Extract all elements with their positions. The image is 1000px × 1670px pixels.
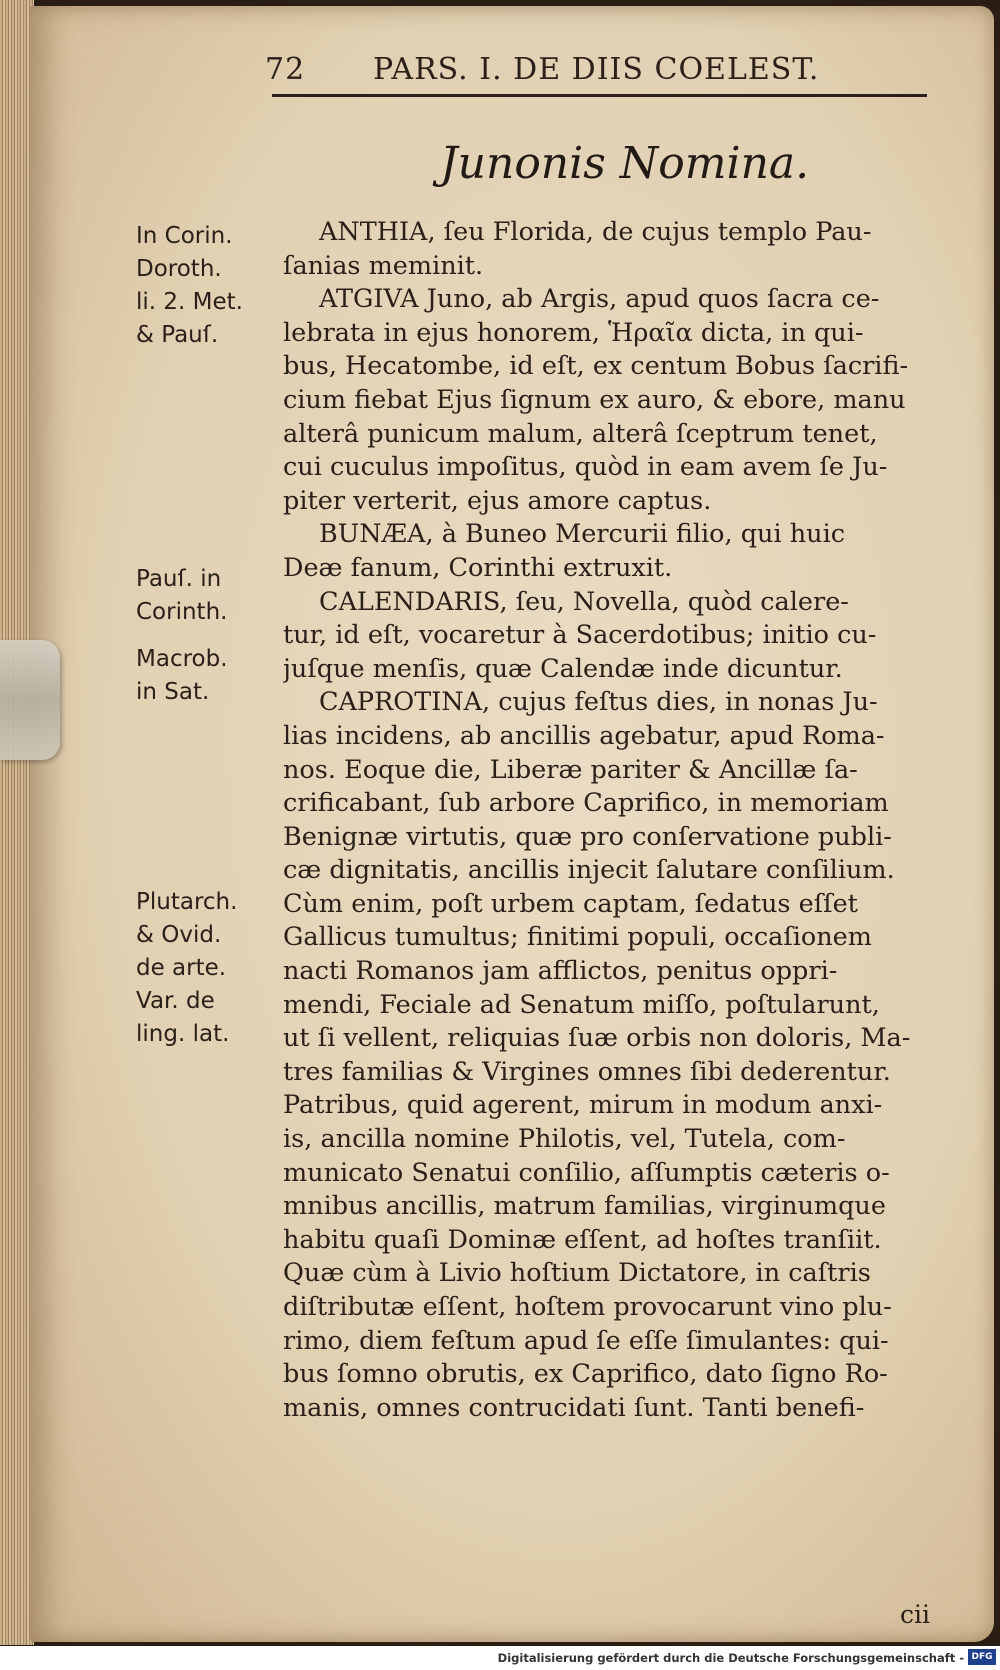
text-line: crificabant, ſub arbore Caprifico, in memoriam xyxy=(283,788,889,819)
text-line: juſque menſis, quæ Calendæ inde dicuntur. xyxy=(283,653,843,684)
margin-note-line: li. 2. Met. xyxy=(136,289,243,315)
text-line: bus ſomno obrutis, ex Caprifico, dato ſigno Ro- xyxy=(283,1359,888,1390)
margin-note-line: Corinth. xyxy=(136,599,228,625)
text-line: mendi, Feciale ad Senatum miſſo, poſtularunt, xyxy=(283,989,880,1020)
margin-note-line: Plutarch. xyxy=(136,889,238,915)
margin-note-4 xyxy=(136,886,286,1051)
margin-note-line: Var. de xyxy=(136,988,215,1014)
text-line: tres familias & Virgines omnes ſibi dederentur. xyxy=(283,1056,891,1087)
text-line: Gallicus tumultus; finitimi populi, occaſionem xyxy=(283,922,872,953)
text-line: manis, omnes contrucidati ſunt. Tanti benefi- xyxy=(283,1392,865,1423)
text-line: CAPROTINA, cujus feſtus dies, in nonas Ju- xyxy=(319,687,878,718)
body-text xyxy=(283,216,943,1425)
text-line: nacti Romanos jam afflictos, penitus oppri- xyxy=(283,956,838,987)
margin-note-2 xyxy=(136,563,286,629)
margin-note-line: Doroth. xyxy=(136,256,222,282)
margin-note-line: ling. lat. xyxy=(136,1021,230,1047)
dfg-logo: DFG xyxy=(968,1649,996,1665)
text-line: Cùm enim, poſt urbem captam, ſedatus eſſet xyxy=(283,888,858,919)
text-line: bus, Hecatombe, id eſt, ex centum Bobus ſacrifi- xyxy=(283,351,909,382)
text-line: piter verterit, ejus amore captus. xyxy=(283,485,712,516)
text-line: Patribus, quid agerent, mirum in modum anxi- xyxy=(283,1090,883,1121)
text-line: cium fiebat Ejus ſignum ex auro, & ebore, manu xyxy=(283,384,906,415)
margin-note-line: in Sat. xyxy=(136,679,210,705)
margin-note-line: Pauſ. in xyxy=(136,566,222,592)
page-edges xyxy=(0,0,34,1645)
text-line: is, ancilla nomine Philotis, vel, Tutela, com- xyxy=(283,1124,846,1155)
text-line: nos. Eoque die, Liberæ pariter & Ancillæ ſa- xyxy=(283,754,858,785)
text-line: Deæ fanum, Corinthi extruxit. xyxy=(283,552,673,583)
text-line: BUNÆA, à Buneo Mercurii filio, qui huic xyxy=(319,519,846,550)
text-line: ATGIVA Juno, ab Argis, apud quos ſacra ce- xyxy=(319,284,880,315)
margin-note-line: Macrob. xyxy=(136,646,228,672)
text-line: alterâ punicum malum, alterâ ſceptrum tenet, xyxy=(283,418,878,449)
margin-note-line: & Pauſ. xyxy=(136,322,219,348)
margin-note-3 xyxy=(136,643,286,709)
catchword: cii xyxy=(900,1600,930,1629)
section-heading: Junonis Nomina. xyxy=(440,138,810,189)
page-number: 72 xyxy=(265,52,306,87)
footer-bar xyxy=(0,1646,1000,1670)
text-line: diſtributæ eſſent, hoſtem provocarunt vino plu- xyxy=(283,1292,892,1322)
margin-note-line: In Corin. xyxy=(136,223,233,249)
text-line: Quæ cùm à Livio hoſtium Dictatore, in caſtris xyxy=(283,1258,871,1289)
text-line: mnibus ancillis, matrum familias, virginumque xyxy=(283,1191,886,1222)
footer-credit: Digitalisierung gefördert durch die Deutsche Forschungsgemeinschaft - xyxy=(497,1651,964,1665)
text-line: rimo, diem feſtum apud ſe eſſe ſimulantes: qui- xyxy=(283,1325,889,1356)
clip-tab xyxy=(0,640,60,760)
margin-note-1 xyxy=(136,220,286,352)
margin-note-line: & Ovid. xyxy=(136,922,222,948)
text-line: lebrata in ejus honorem, Ἡραῖα dicta, in qui- xyxy=(283,317,864,348)
text-line: habitu quaſi Dominæ eſſent, ad hoſtes tranſiit. xyxy=(283,1224,882,1255)
text-line: CALENDARIS, ſeu, Novella, quòd calere- xyxy=(319,586,849,617)
text-line: ſanias meminit. xyxy=(283,250,484,281)
text-line: tur, id eſt, vocaretur à Sacerdotibus; initio cu- xyxy=(283,620,877,651)
margin-note-line: de arte. xyxy=(136,955,227,981)
text-line: Benignæ virtutis, quæ pro conſervatione publi- xyxy=(283,821,892,852)
text-line: municato Senatui conſilio, aſſumptis cæteris o- xyxy=(283,1157,890,1188)
running-head: PARS. I. DE DIIS COELEST. xyxy=(373,52,820,87)
header-rule xyxy=(272,94,927,97)
text-line: cui cuculus impoſitus, quòd in eam avem ſe Ju- xyxy=(283,452,888,483)
text-line: ANTHIA, ſeu Florida, de cujus templo Pau- xyxy=(319,217,872,247)
text-line: ut ſi vellent, reliquias ſuæ orbis non doloris, Ma- xyxy=(283,1023,911,1054)
text-line: lias incidens, ab ancillis agebatur, apud Roma- xyxy=(283,720,885,751)
text-line: cæ dignitatis, ancillis injecit ſalutare conſilium. xyxy=(283,855,895,886)
